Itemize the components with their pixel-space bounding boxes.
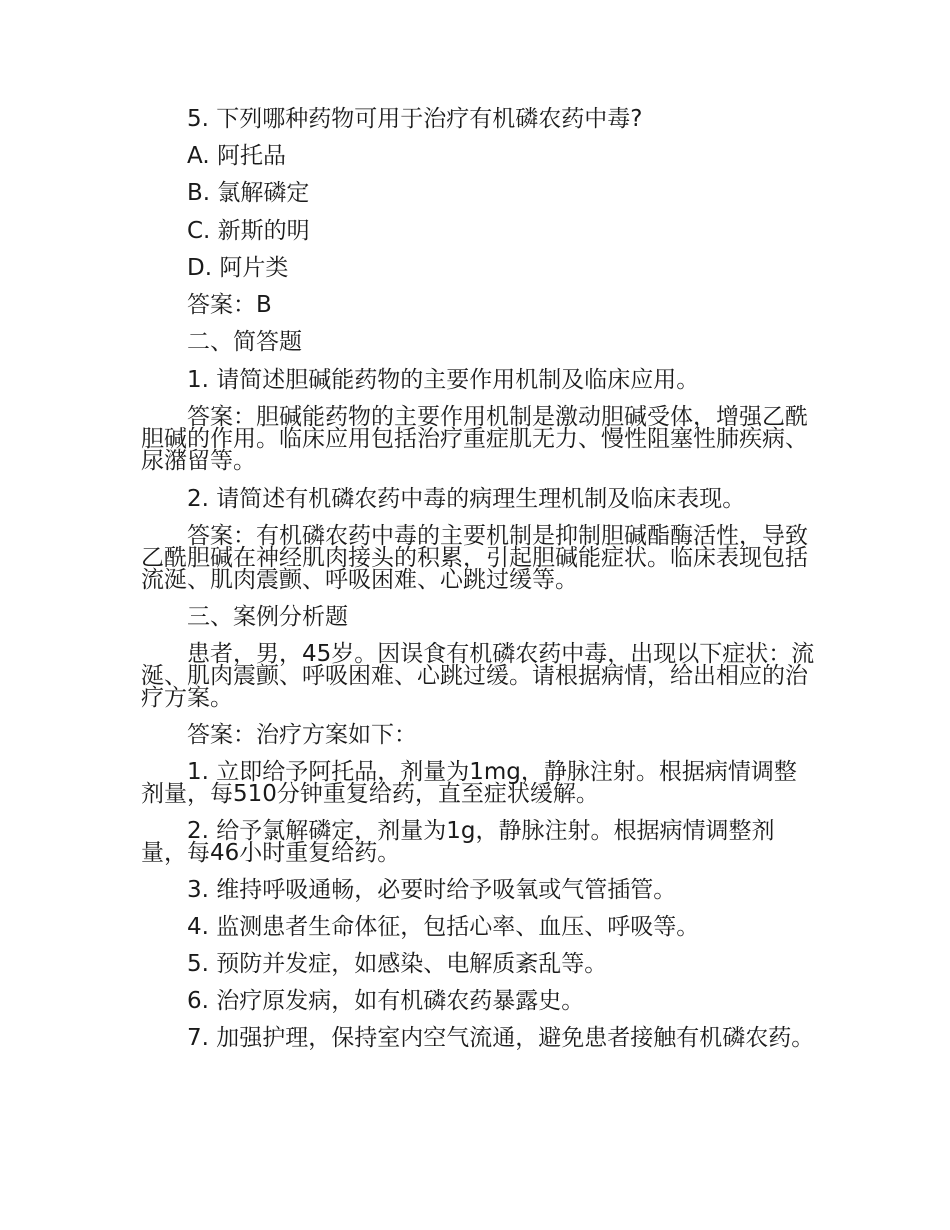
case-description: 患者，男，45岁。因误食有机磷农药中毒，出现以下症状：流涎、肌肉震颤、呼吸困难、心跳过缓。请根据病情，给出相应的治疗方案。 [141, 641, 815, 711]
case-answer-intro: 答案：治疗方案如下： [187, 722, 417, 748]
treatment-step-4: 4. 监测患者生命体征，包括心率、血压、呼吸等。 [187, 914, 700, 940]
short-answer-question-2: 2. 请简述有机磷农药中毒的病理生理机制及临床表现。 [187, 486, 746, 512]
short-answer-answer-1: 答案：胆碱能药物的主要作用机制是激动胆碱受体，增强乙酰胆碱的作用。临床应用包括治疗重症肌无力、慢性阻塞性肺疾病、尿潴留等。 [141, 404, 808, 474]
section-2-heading: 二、简答题 [187, 329, 302, 355]
treatment-step-7: 7. 加强护理，保持室内空气流通，避免患者接触有机磷农药。 [187, 1025, 815, 1051]
question-5-answer: 答案：B [187, 292, 272, 318]
treatment-step-6: 6. 治疗原发病，如有机磷农药暴露史。 [187, 988, 585, 1014]
treatment-step-1: 1. 立即给予阿托品，剂量为1mg，静脉注射。根据病情调整剂量，每510分钟重复给药，直至症状缓解。 [141, 759, 797, 807]
treatment-step-3: 3. 维持呼吸通畅，必要时给予吸氧或气管插管。 [187, 877, 677, 903]
option-d: D. 阿片类 [187, 255, 289, 281]
short-answer-answer-2: 答案：有机磷农药中毒的主要机制是抑制胆碱酯酶活性，导致乙酰胆碱在神经肌肉接头的积累，引起胆碱能症状。临床表现包括流涎、肌肉震颤、呼吸困难、心跳过缓等。 [141, 523, 808, 593]
question-5-stem: 5. 下列哪种药物可用于治疗有机磷农药中毒? [187, 106, 643, 132]
short-answer-question-1: 1. 请简述胆碱能药物的主要作用机制及临床应用。 [187, 367, 700, 393]
section-3-heading: 三、案例分析题 [187, 604, 348, 630]
treatment-step-2: 2. 给予氯解磷定，剂量为1g，静脉注射。根据病情调整剂量，每46小时重复给药。 [141, 818, 775, 866]
option-c: C. 新斯的明 [187, 218, 310, 244]
treatment-step-5: 5. 预防并发症，如感染、电解质紊乱等。 [187, 951, 608, 977]
option-a: A. 阿托品 [187, 143, 286, 169]
option-b: B. 氯解磷定 [187, 180, 310, 206]
